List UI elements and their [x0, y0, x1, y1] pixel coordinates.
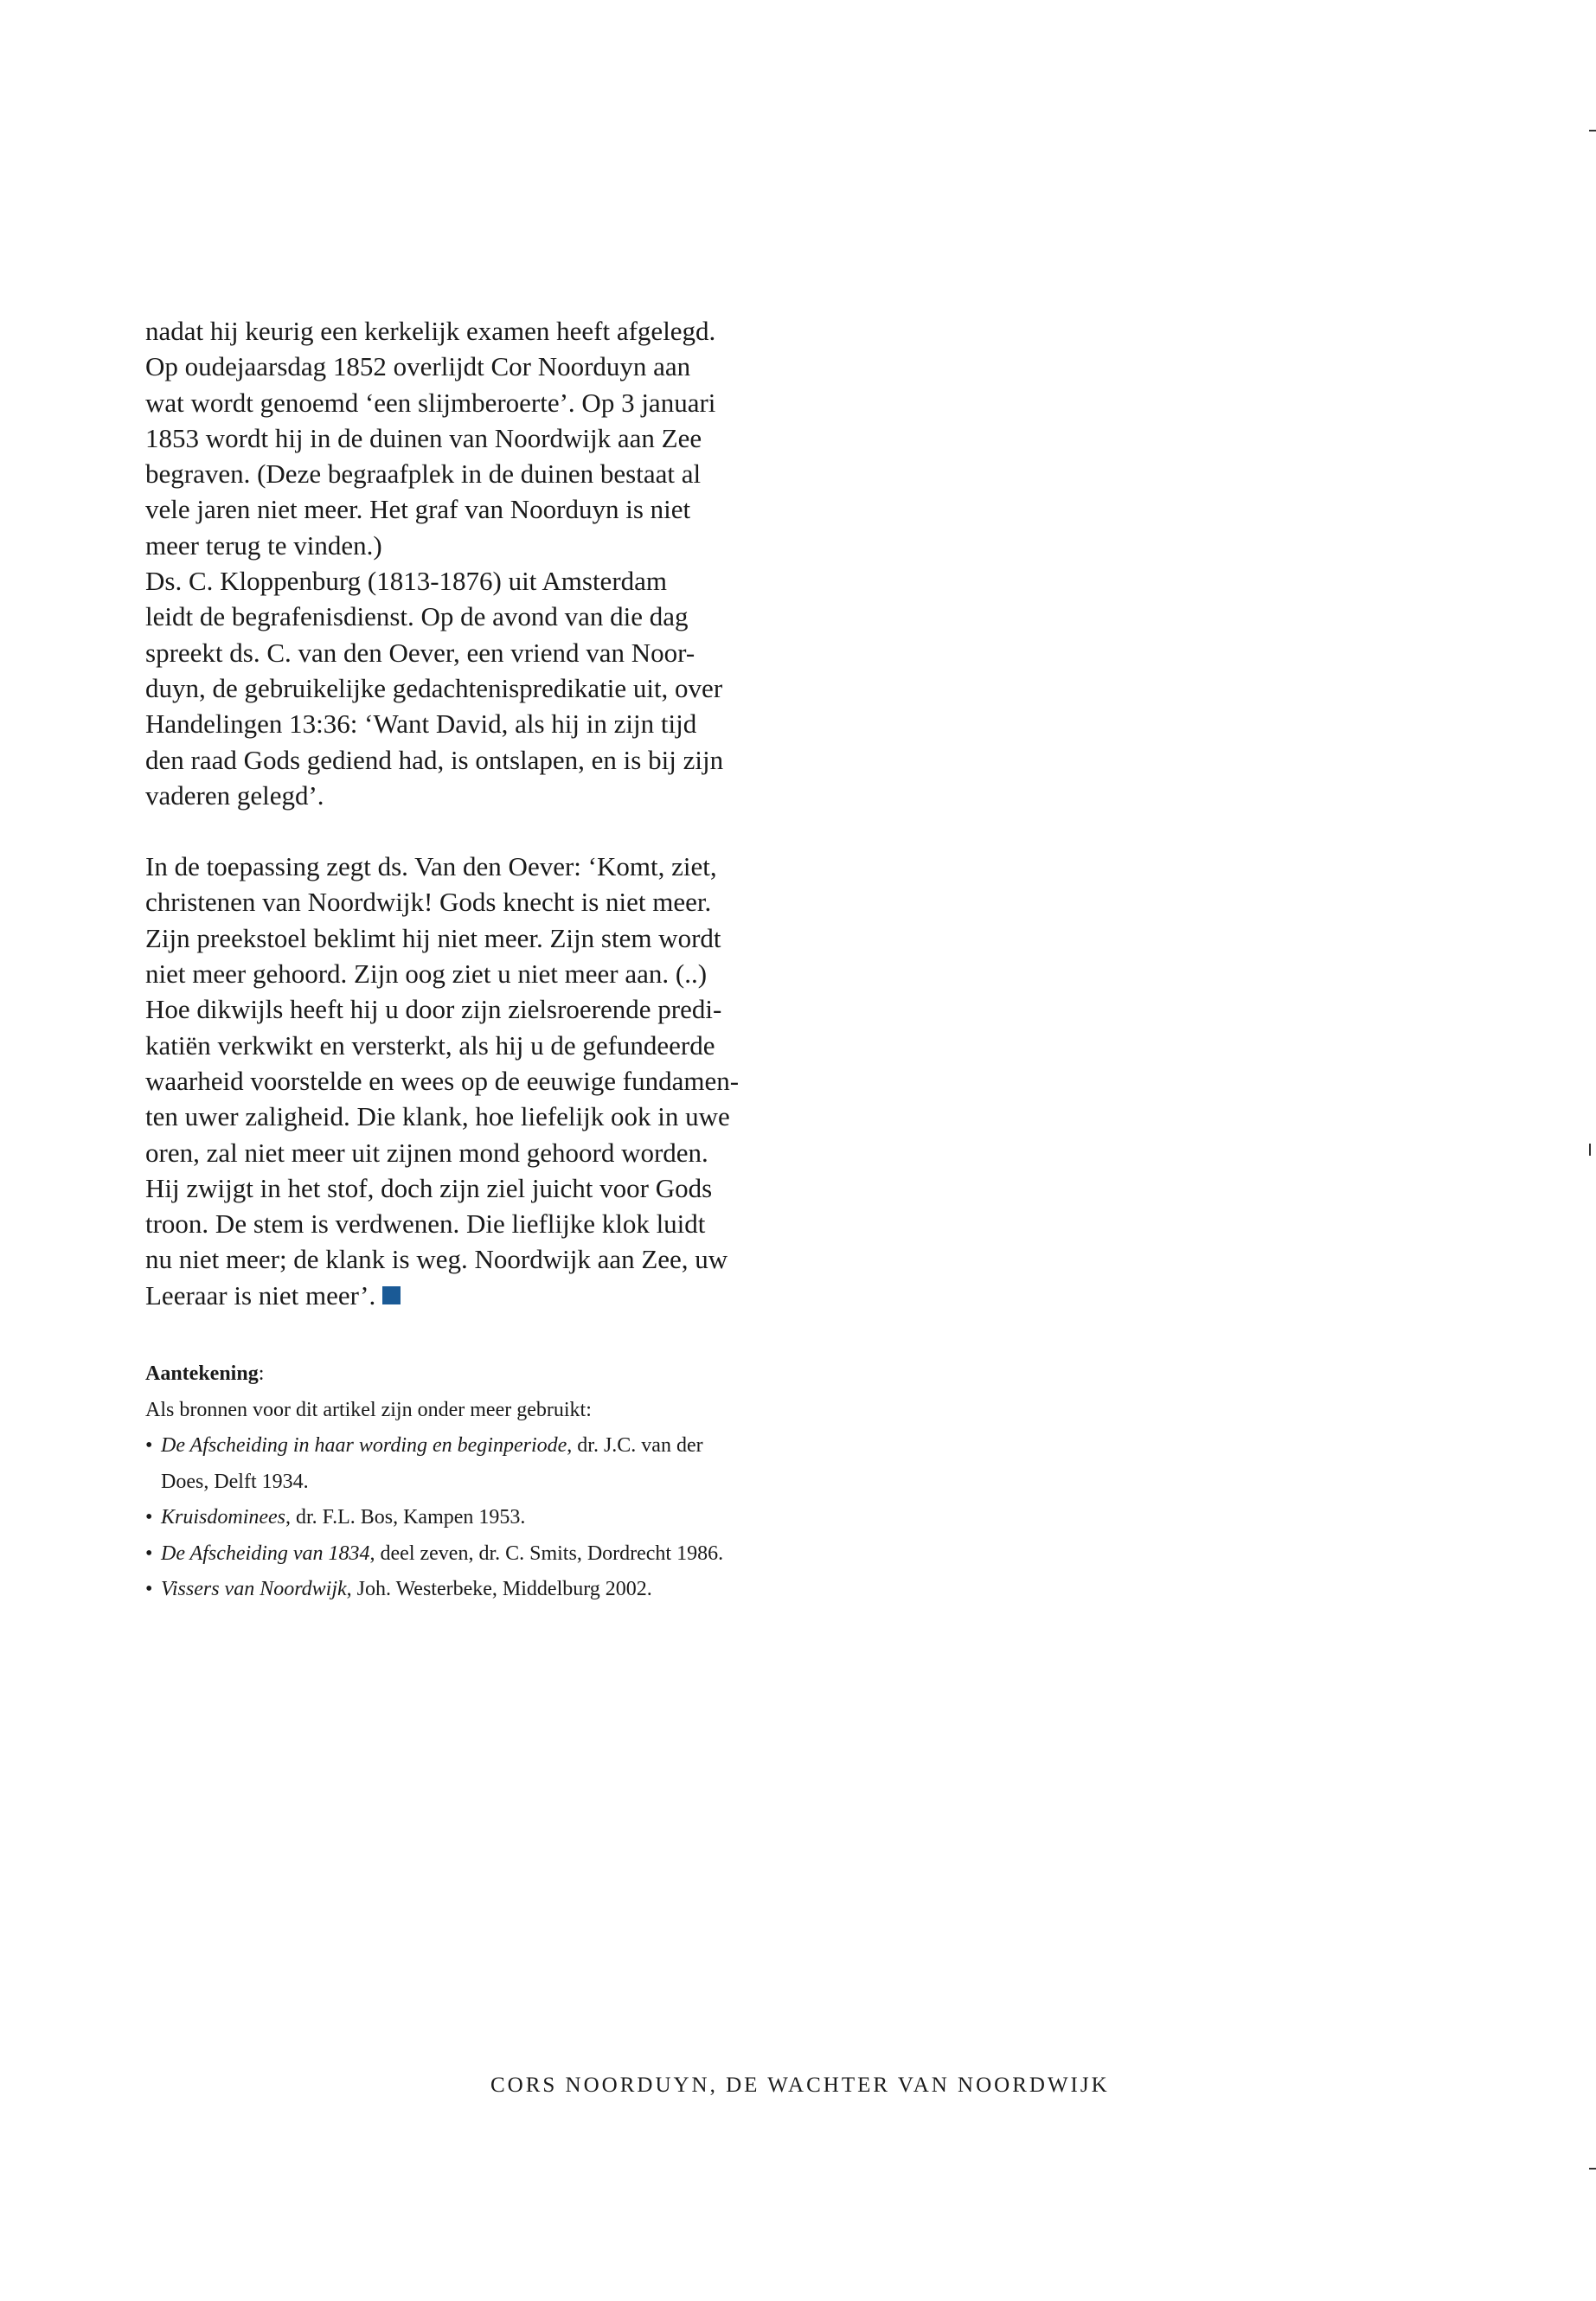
text-line: duyn, de gebruikelijke gedachtenispredikatie uit, over	[145, 672, 723, 703]
article-body	[145, 313, 820, 1313]
source-title: Vissers van Noordwijk	[161, 1578, 347, 1600]
source-details: , Joh. Westerbeke, Middelburg 2002.	[346, 1578, 652, 1600]
paragraph-1	[145, 313, 820, 813]
text-line: Hoe dikwijls heeft hij u door zijn zielsroerende predi-	[145, 994, 722, 1025]
text-line: In de toepassing zegt ds. Van den Oever: ‘Komt, ziet,	[145, 851, 717, 882]
notes-heading-label: Aantekening	[145, 1362, 259, 1385]
text-line: nadat hij keurig een kerkelijk examen heeft afgelegd.	[145, 316, 716, 346]
notes-heading-colon: :	[258, 1362, 265, 1385]
source-title: Kruisdominees	[161, 1506, 285, 1529]
source-title: De Afscheiding in haar wording en beginperiode	[161, 1434, 567, 1457]
crop-mark-top	[1589, 130, 1596, 131]
text-line: 1853 wordt hij in de duinen van Noordwijk aan Zee	[145, 422, 702, 453]
bullet-glyph: •	[145, 1434, 153, 1457]
text-line: meer terug te vinden.)	[145, 529, 382, 561]
source-title: De Afscheiding van 1834	[161, 1541, 370, 1565]
source-item	[145, 1572, 837, 1608]
source-details: , dr. J.C. van der	[567, 1434, 703, 1457]
text-line: vele jaren niet meer. Het graf van Noorduyn is niet	[145, 494, 691, 525]
text-line: oren, zal niet meer uit zijnen mond gehoord worden.	[145, 1137, 708, 1168]
text-line-last	[145, 1278, 820, 1313]
text-line: Hij zwijgt in het stof, doch zijn ziel juicht voor Gods	[145, 1172, 713, 1203]
text-line: waarheid voorstelde en wees op de eeuwige fundamen-	[145, 1065, 740, 1096]
crop-mark-bottom	[1589, 2168, 1596, 2170]
source-item	[145, 1536, 837, 1573]
text-line: vaderen gelegd’.	[145, 779, 324, 811]
text-line: troon. De stem is verdwenen. Die lieflijke klok luidt	[145, 1208, 706, 1240]
end-of-article-mark	[382, 1286, 401, 1304]
bullet-glyph: •	[145, 1506, 153, 1529]
text-line: wat wordt genoemd ‘een slijmberoerte’. Op 3 januari	[145, 387, 716, 418]
notes-section	[145, 1356, 837, 1608]
bullet-glyph: •	[145, 1541, 153, 1565]
notes-intro: Als bronnen voor dit artikel zijn onder meer gebruikt:	[145, 1398, 592, 1421]
text-line: Handelingen 13:36: ‘Want David, als hij in zijn tijd	[145, 708, 697, 740]
running-footer-title: CORS NOORDUYN, DE WACHTER VAN NOORDWIJK	[490, 2073, 1110, 2097]
paragraph-2	[145, 849, 820, 1313]
source-item	[145, 1500, 837, 1536]
text-line: christenen van Noordwijk! Gods knecht is niet meer.	[145, 887, 712, 918]
text-line: Ds. C. Kloppenburg (1813-1876) uit Amsterdam	[145, 566, 668, 597]
text-line: Zijn preekstoel beklimt hij niet meer. Zijn stem wordt	[145, 922, 721, 953]
source-item	[145, 1428, 837, 1500]
text-line: spreekt ds. C. van den Oever, een vriend van Noor-	[145, 637, 695, 668]
text-line: den raad Gods gediend had, is ontslapen, en is bij zijn	[145, 744, 724, 775]
text-line: niet meer gehoord. Zijn oog ziet u niet meer aan. (..)	[145, 958, 708, 990]
notes-heading	[145, 1356, 837, 1393]
text-line: leidt de begrafenisdienst. Op de avond van die dag	[145, 601, 689, 632]
text-line: begraven. (Deze begraafplek in de duinen bestaat al	[145, 458, 702, 490]
source-details-continued: Does, Delft 1934.	[161, 1470, 309, 1493]
bullet-glyph: •	[145, 1578, 153, 1600]
text-line: Op oudejaarsdag 1852 overlijdt Cor Noorduyn aan	[145, 351, 691, 382]
text-line-content: Leeraar is niet meer’.	[145, 1279, 376, 1311]
text-line: ten uwer zaligheid. Die klank, hoe liefelijk ook in uwe	[145, 1101, 730, 1132]
source-details: , deel zeven, dr. C. Smits, Dordrecht 1986.	[369, 1541, 724, 1565]
text-line: nu niet meer; de klank is weg. Noordwijk aan Zee, uw	[145, 1244, 728, 1275]
crop-mark-middle	[1589, 1144, 1596, 1156]
source-details: , dr. F.L. Bos, Kampen 1953.	[285, 1506, 526, 1529]
text-line: katiën verkwikt en versterkt, als hij u de gefundeerde	[145, 1029, 715, 1061]
